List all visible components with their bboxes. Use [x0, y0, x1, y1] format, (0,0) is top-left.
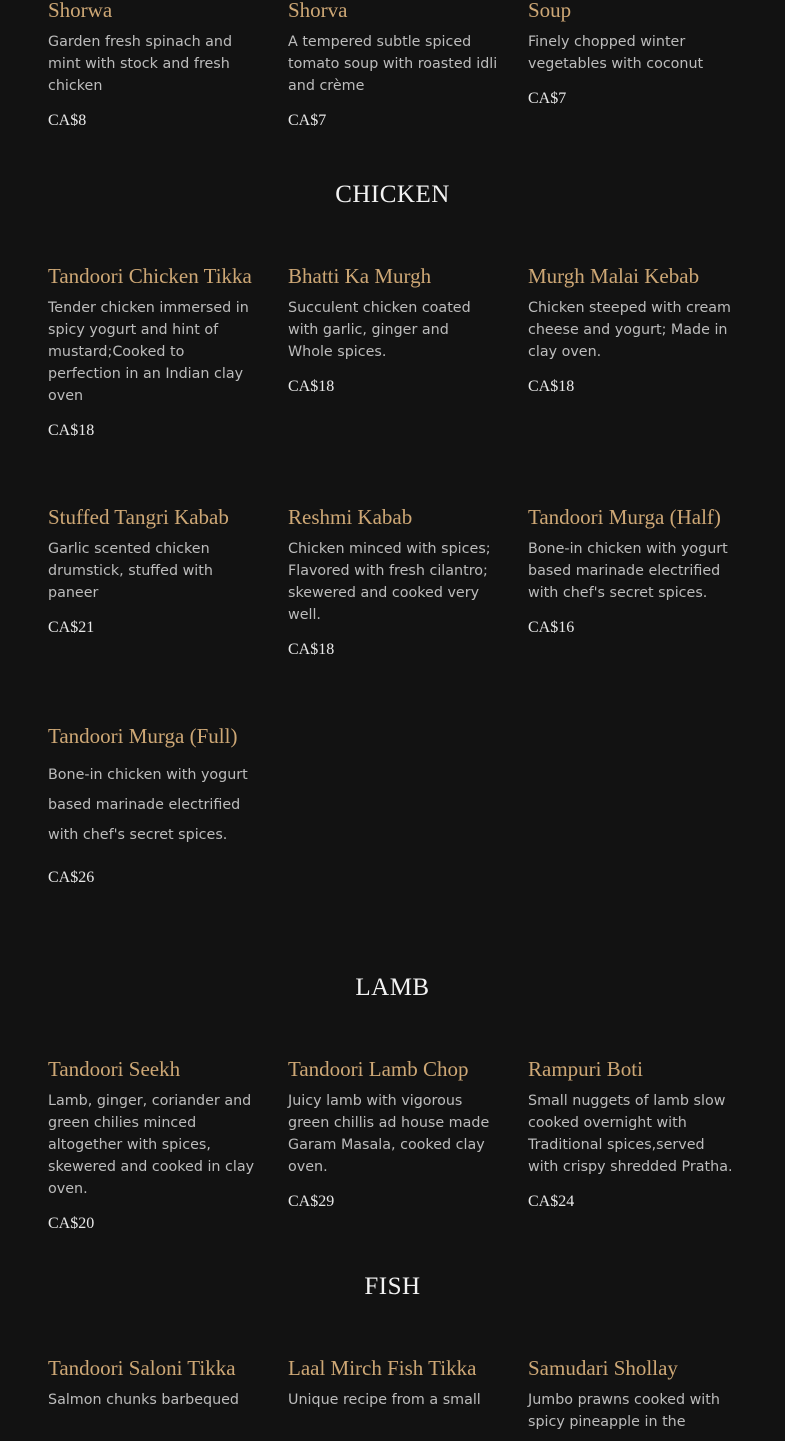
section-title: CHICKEN: [335, 181, 450, 208]
item-description: Bone-in chicken with yogurt based marinade electrified with chef's secret spices.: [48, 767, 248, 843]
item-price: CA$24: [528, 1193, 575, 1210]
item-price: CA$18: [528, 378, 575, 395]
item-name: Soup: [528, 0, 572, 22]
item-price: CA$18: [288, 378, 335, 395]
menu-item: [528, 1057, 738, 1212]
item-description: Small nuggets of lamb slow cooked overnight with Traditional spices,served with crispy shredded Pratha.: [528, 1093, 733, 1175]
item-description: Succulent chicken coated with garlic, ginger and Whole spices.: [288, 300, 471, 360]
item-name: Tandoori Saloni Tikka: [48, 1356, 236, 1380]
item-name: Bhatti Ka Murgh: [288, 264, 432, 288]
item-description: Garlic scented chicken drumstick, stuffed with paneer: [48, 541, 213, 601]
item-description: Tender chicken immersed in spicy yogurt and hint of mustard;Cooked to perfection in an Indian clay oven: [48, 300, 249, 404]
item-name: Tandoori Chicken Tikka: [48, 264, 252, 288]
item-price: CA$7: [528, 90, 567, 107]
item-description: Salmon chunks barbequed: [48, 1392, 239, 1408]
menu-item: [528, 1356, 738, 1433]
item-price: CA$18: [48, 422, 95, 439]
menu-item: [48, 0, 258, 131]
item-price: CA$7: [288, 112, 327, 129]
menu-item: [288, 1356, 498, 1411]
item-name: Murgh Malai Kebab: [528, 264, 700, 288]
item-price: CA$26: [48, 869, 95, 886]
menu-item: [48, 505, 258, 638]
item-name: Reshmi Kabab: [288, 505, 413, 529]
item-price: CA$8: [48, 112, 87, 129]
menu-item: [288, 505, 498, 660]
item-price: CA$18: [288, 641, 335, 658]
item-name: Tandoori Lamb Chop: [288, 1057, 469, 1081]
menu-item: [48, 724, 258, 888]
item-description: Garden fresh spinach and mint with stock and fresh chicken: [48, 34, 233, 94]
item-description: Jumbo prawns cooked with spicy pineapple in the: [528, 1392, 720, 1430]
menu-item: [528, 0, 738, 109]
menu-item: [528, 505, 738, 638]
item-price: CA$21: [48, 619, 95, 636]
menu-item: [48, 1356, 258, 1411]
item-name: Tandoori Seekh: [48, 1057, 181, 1081]
item-description: Unique recipe from a small: [288, 1392, 481, 1408]
item-price: CA$20: [48, 1215, 95, 1232]
item-name: Samudari Shollay: [528, 1356, 678, 1380]
item-name: Shorva: [288, 0, 348, 22]
item-description: Lamb, ginger, coriander and green chilies minced altogether with spices, skewered and cooked in clay oven.: [48, 1093, 255, 1197]
item-name: Tandoori Murga (Full): [48, 724, 238, 748]
section-title: FISH: [364, 1273, 421, 1300]
menu-item: [288, 1057, 498, 1212]
item-name: Stuffed Tangri Kabab: [48, 505, 229, 529]
menu-item: [48, 1057, 258, 1234]
item-name: Shorwa: [48, 0, 113, 22]
menu-item: [288, 0, 498, 131]
item-description: A tempered subtle spiced tomato soup with roasted idli and crème: [288, 34, 498, 94]
section-title: LAMB: [355, 974, 430, 1001]
item-name: Laal Mirch Fish Tikka: [288, 1356, 477, 1380]
item-name: Tandoori Murga (Half): [528, 505, 721, 529]
item-description: Finely chopped winter vegetables with coconut: [528, 34, 704, 72]
menu-item: [48, 264, 258, 441]
item-description: Bone-in chicken with yogurt based marinade electrified with chef's secret spices.: [528, 541, 728, 601]
item-name: Rampuri Boti: [528, 1057, 643, 1081]
menu-item: [288, 264, 498, 397]
item-description: Chicken steeped with cream cheese and yogurt; Made in clay oven.: [528, 300, 731, 360]
menu-item: [528, 264, 738, 397]
item-description: Juicy lamb with vigorous green chillis ad house made Garam Masala, cooked clay oven.: [288, 1093, 490, 1175]
item-price: CA$29: [288, 1193, 335, 1210]
item-price: CA$16: [528, 619, 575, 636]
item-description: Chicken minced with spices; Flavored with fresh cilantro; skewered and cooked very well.: [288, 541, 491, 623]
